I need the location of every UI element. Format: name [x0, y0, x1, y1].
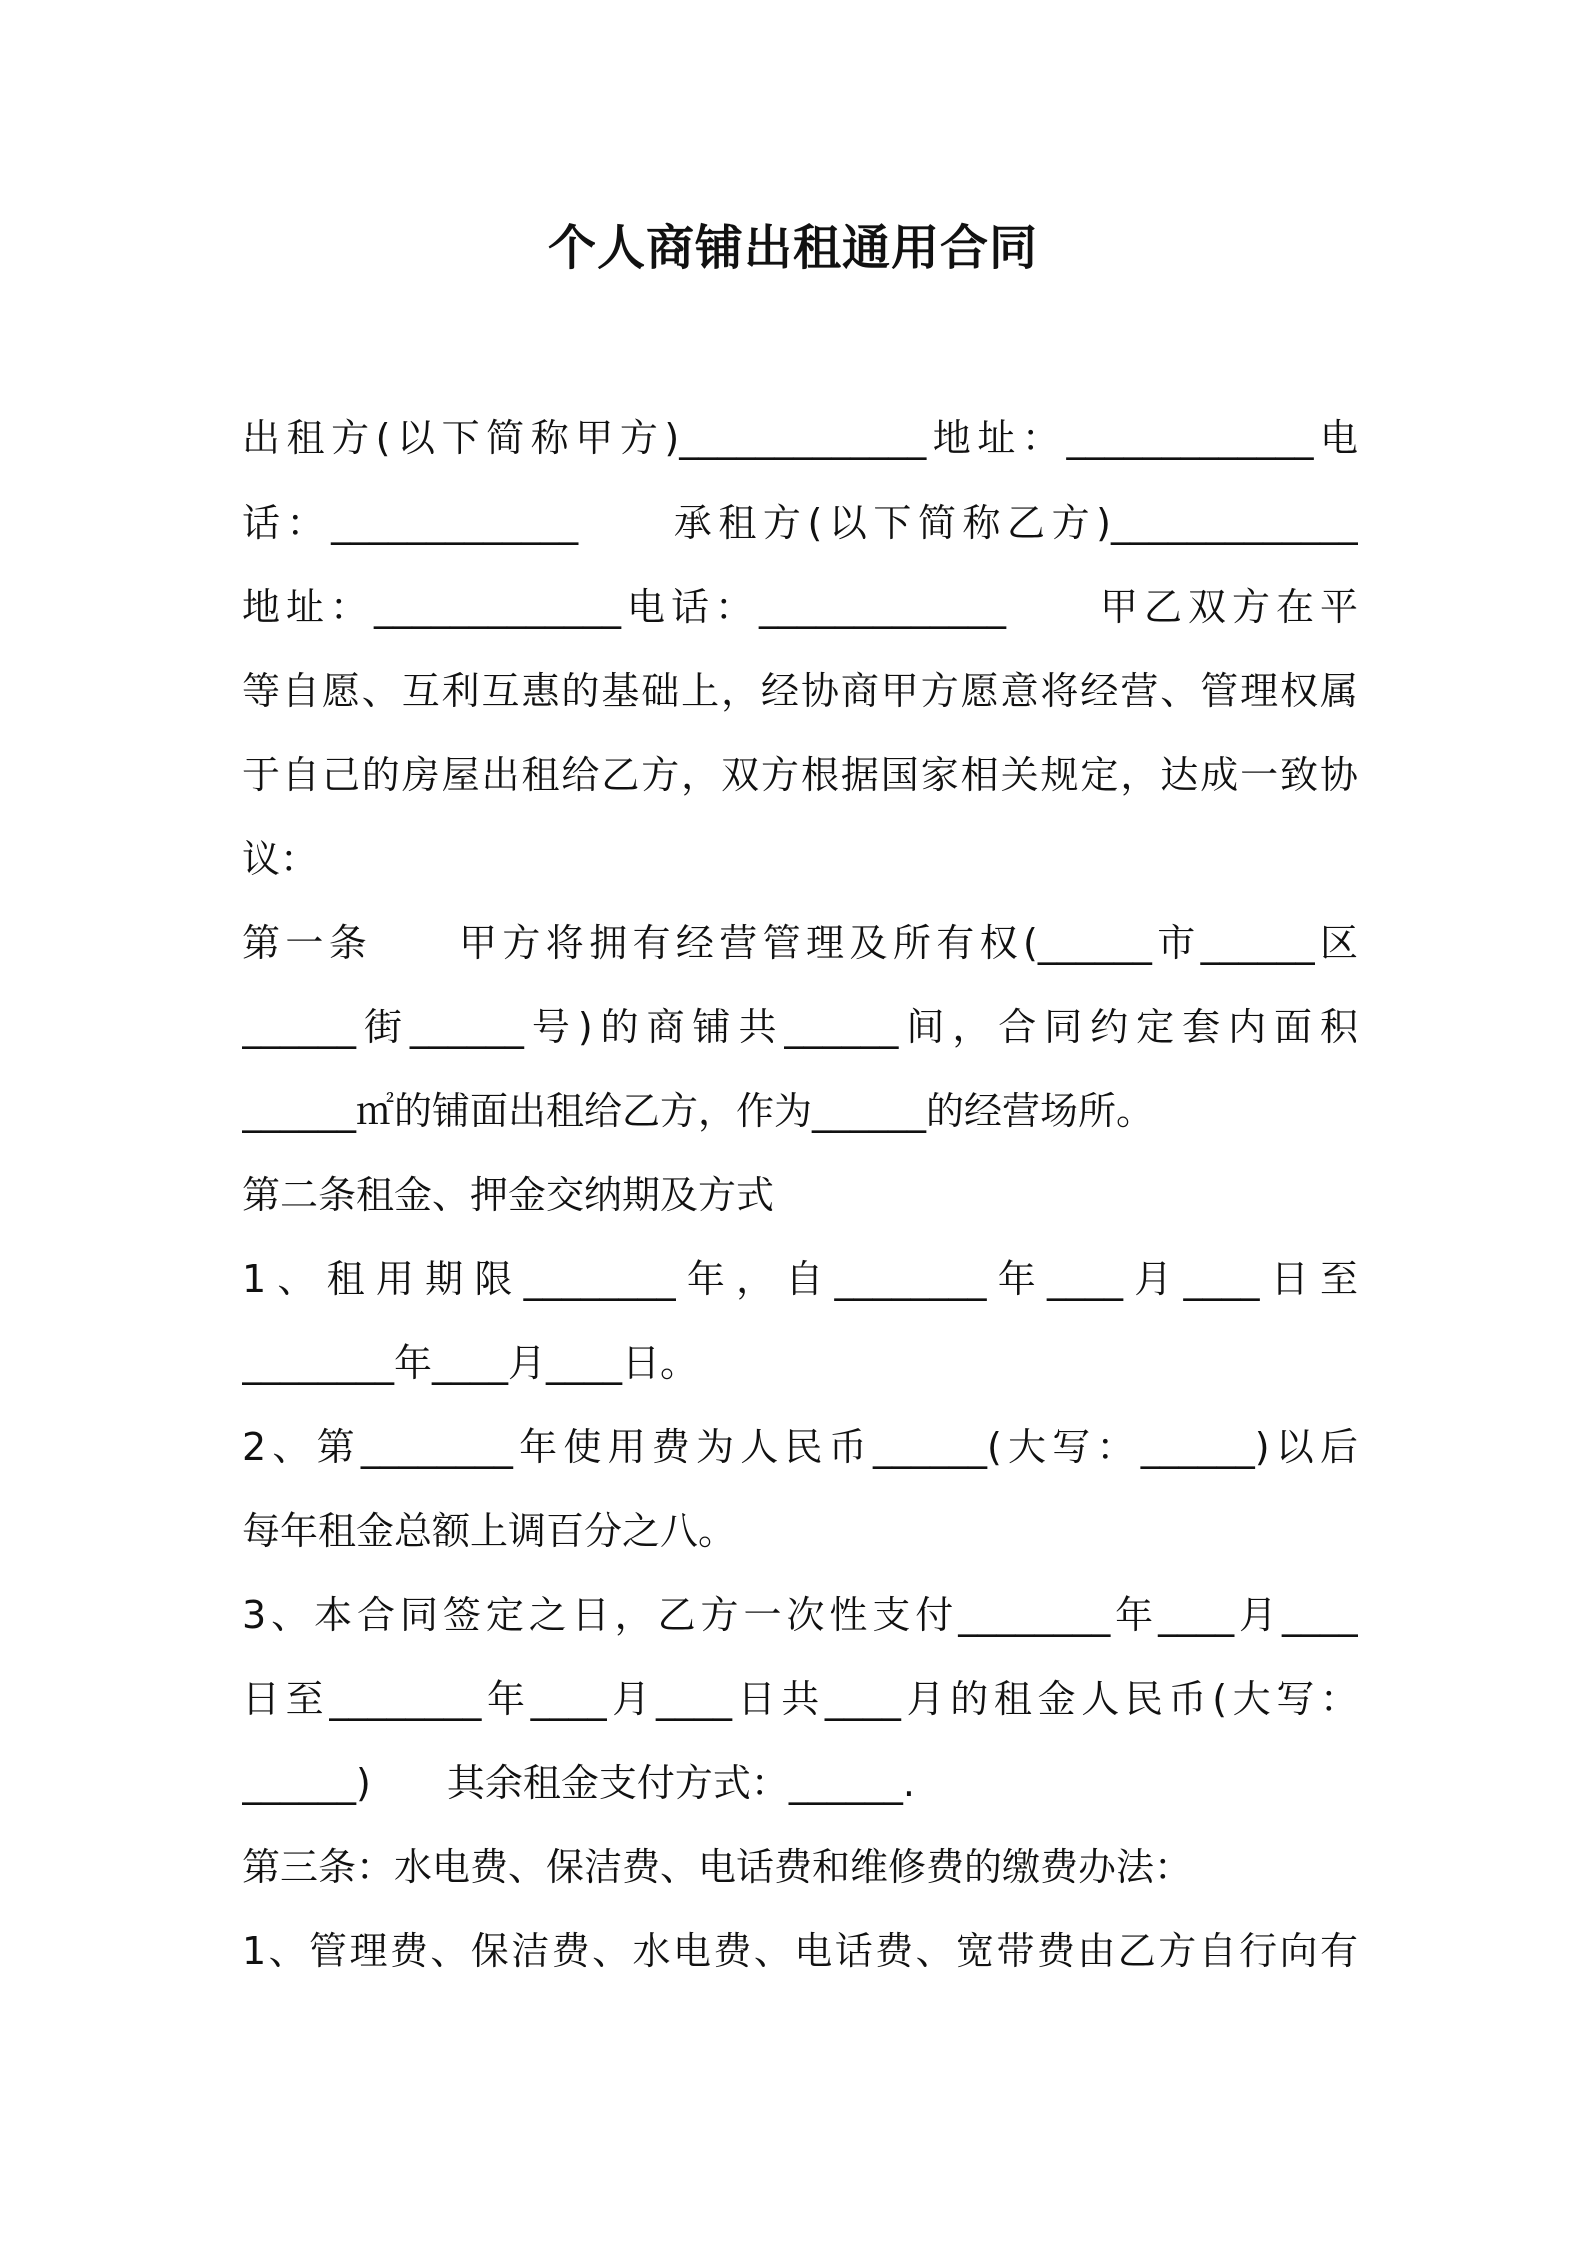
text-line-13: 2、第________年使用费为人民币______(大写：______)以后 — [242, 1425, 1358, 1469]
text-line-7: 第一条 甲方将拥有经营管理及所有权(______市______区 — [242, 921, 1358, 965]
text-line-1: 出租方(以下简称甲方)_____________地址：_____________电 — [242, 416, 1358, 460]
text-line-18: 第三条：水电费、保洁费、电话费和维修费的缴费办法： — [242, 1845, 1193, 1889]
text-line-17: ______) 其余租金支付方式：______. — [242, 1761, 915, 1805]
text-line-12: ________年____月____日。 — [242, 1341, 699, 1385]
text-line-14: 每年租金总额上调百分之八。 — [242, 1509, 737, 1553]
text-line-19: 1、管理费、保洁费、水电费、电话费、宽带费由乙方自行向有 — [242, 1929, 1358, 1973]
text-line-15: 3、本合同签定之日，乙方一次性支付________年____月____ — [242, 1593, 1358, 1637]
text-line-9: ______㎡的铺面出租给乙方，作为______的经营场所。 — [242, 1089, 1155, 1133]
text-line-11: 1、租用期限________年，自________年____月____日至 — [242, 1257, 1358, 1301]
text-line-10: 第二条租金、押金交纳期及方式 — [242, 1173, 775, 1217]
document-title: 个人商铺出租通用合同 — [547, 220, 1038, 276]
text-line-16: 日至________年____月____日共____月的租金人民币(大写： — [242, 1677, 1358, 1721]
text-line-5: 于自己的房屋出租给乙方，双方根据国家相关规定，达成一致协 — [242, 753, 1358, 797]
text-line-3: 地址：_____________电话：_____________ 甲乙双方在平 — [242, 585, 1358, 629]
text-line-4: 等自愿、互利互惠的基础上，经协商甲方愿意将经营、管理权属 — [242, 669, 1358, 713]
text-line-2: 话：_____________ 承租方(以下简称乙方)_____________ — [242, 501, 1358, 545]
text-line-6: 议： — [242, 837, 319, 881]
text-line-8: ______街______号)的商铺共______间，合同约定套内面积 — [242, 1005, 1358, 1049]
